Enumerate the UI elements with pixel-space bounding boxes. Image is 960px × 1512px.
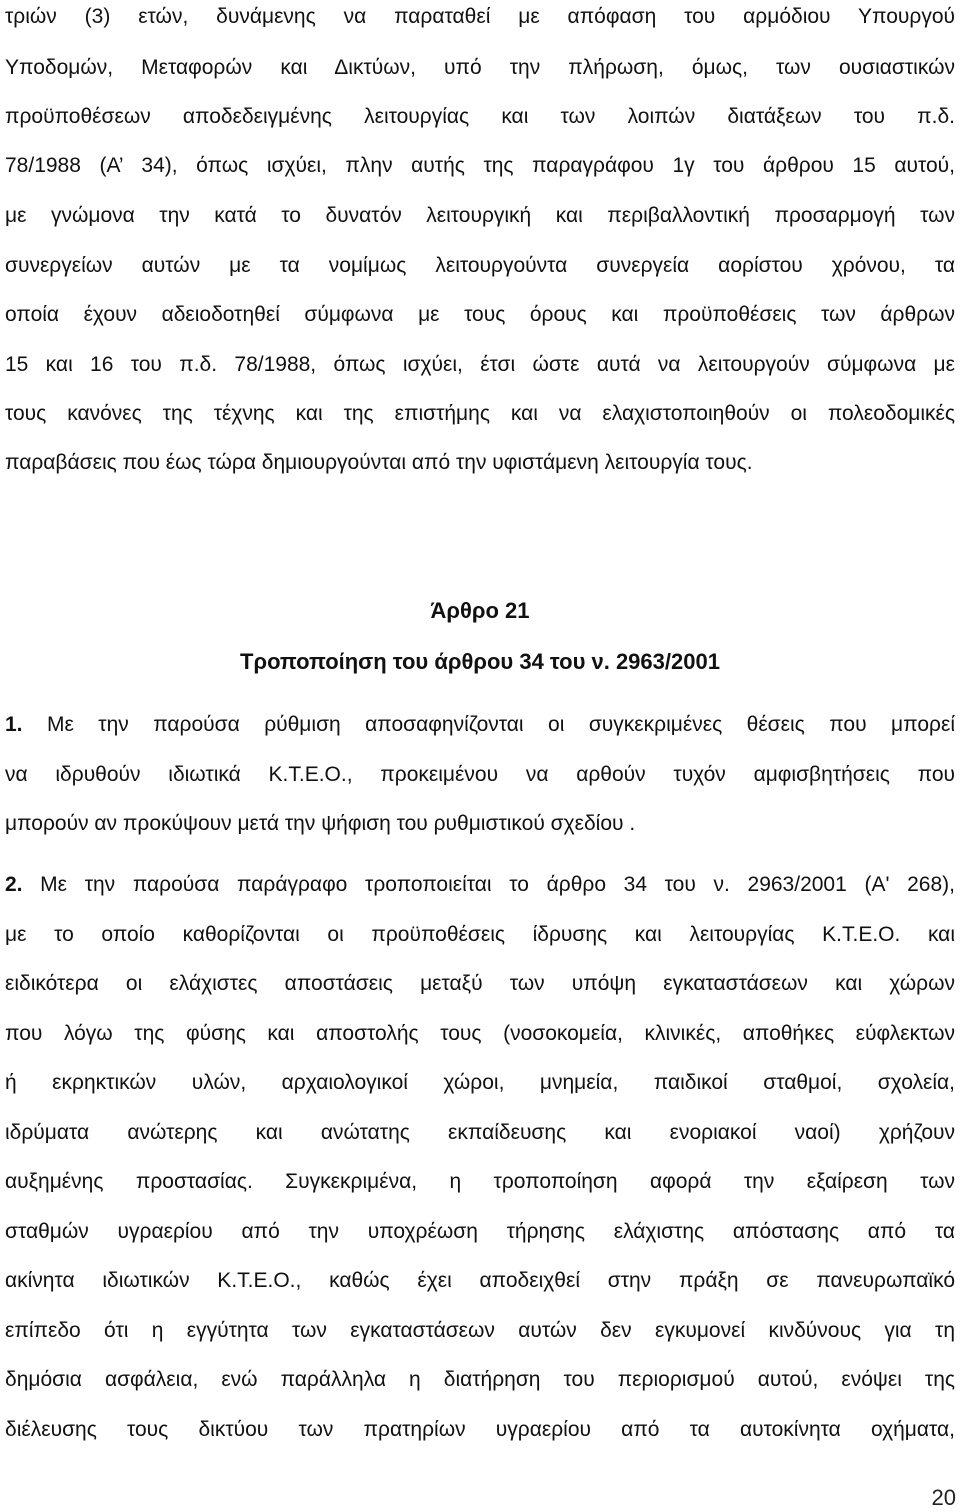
para2-line: αυξημένης προστασίας. Συγκεκριμένα, η τροποποίηση αφορά την εξαίρεση των bbox=[5, 1170, 955, 1193]
article-heading: Άρθρο 21 bbox=[430, 598, 530, 623]
intro-line: οποία έχουν αδειοδοτηθεί σύμφωνα με τους όρους και προϋποθέσεις των άρθρων bbox=[5, 303, 955, 326]
para2-line: σταθμών υγραερίου από την υποχρέωση τήρησης ελάχιστης απόστασης από τα bbox=[5, 1220, 955, 1243]
para1-line: μπορούν αν προκύψουν μετά την ψήφιση του ρυθμιστικού σχεδίου . bbox=[5, 812, 636, 835]
intro-line: Υποδομών, Μεταφορών και Δικτύων, υπό την πλήρωση, όμως, των ουσιαστικών bbox=[5, 56, 955, 79]
para2-line: διέλευσης τους δικτύου των πρατηρίων υγραερίου από τα αυτοκίνητα οχήματα, bbox=[5, 1418, 955, 1441]
para2-line: επίπεδο ότι η εγγύτητα των εγκαταστάσεων αυτών δεν εγκυμονεί κινδύνους για τη bbox=[5, 1319, 955, 1342]
para2-text: Με την παρούσα παράγραφο τροποποιείται το άρθρο 34 του ν. 2963/2001 (Α' 268), bbox=[22, 873, 955, 896]
para2-line: με το οποίο καθορίζονται οι προϋποθέσεις ίδρυσης και λειτουργίας Κ.Τ.Ε.Ο. και bbox=[5, 923, 955, 946]
para2-line: ή εκρηκτικών υλών, αρχαιολογικοί χώροι, μνημεία, παιδικοί σταθμοί, σχολεία, bbox=[5, 1071, 955, 1094]
intro-line: τους κανόνες της τέχνης και της επιστήμης και να ελαχιστοποιηθούν οι πολεοδομικές bbox=[5, 402, 955, 425]
para2-line: ιδρύματα ανώτερης και ανώτατης εκπαίδευσης και ενοριακοί ναοί) χρήζουν bbox=[5, 1121, 955, 1144]
intro-line: 15 και 16 του π.δ. 78/1988, όπως ισχύει, έτσι ώστε αυτά να λειτουργούν σύμφωνα με bbox=[5, 353, 955, 376]
para1-number: 1. bbox=[5, 713, 23, 736]
para1-line: να ιδρυθούν ιδιωτικά Κ.Τ.Ε.Ο., προκειμένου να αρθούν τυχόν αμφισβητήσεις που bbox=[5, 763, 955, 786]
intro-line: τριών (3) ετών, δυνάμενης να παραταθεί με απόφαση του αρμόδιου Υπουργού bbox=[5, 5, 955, 28]
para2-number: 2. bbox=[5, 873, 23, 896]
article-title: Τροποποίηση του άρθρου 34 του ν. 2963/2001 bbox=[240, 649, 720, 674]
para2-line: ακίνητα ιδιωτικών Κ.Τ.Ε.Ο., καθώς έχει αποδειχθεί στην πράξη σε πανευρωπαϊκό bbox=[5, 1269, 955, 1292]
intro-line: συνεργείων αυτών με τα νομίμως λειτουργούντα συνεργεία αορίστου χρόνου, τα bbox=[5, 254, 955, 277]
intro-line: προϋποθέσεων αποδεδειγμένης λειτουργίας και των λοιπών διατάξεων του π.δ. bbox=[5, 105, 955, 128]
para2-line: ειδικότερα οι ελάχιστες αποστάσεις μεταξύ των υπόψη εγκαταστάσεων και χώρων bbox=[5, 972, 955, 995]
page-number: 20 bbox=[931, 1485, 956, 1510]
para1-text: Με την παρούσα ρύθμιση αποσαφηνίζονται οι συγκεκριμένες θέσεις που μπορεί bbox=[22, 713, 955, 736]
para1-line-1 bbox=[5, 712, 955, 738]
intro-line: 78/1988 (Α’ 34), όπως ισχύει, πλην αυτής της παραγράφου 1γ του άρθρου 15 αυτού, bbox=[5, 154, 955, 177]
intro-line: με γνώμονα την κατά το δυνατόν λειτουργική και περιβαλλοντική προσαρμογή των bbox=[5, 204, 955, 227]
para2-line: δημόσια ασφάλεια, ενώ παράλληλα η διατήρηση του περιορισμού αυτού, ενόψει της bbox=[5, 1368, 955, 1391]
intro-line: παραβάσεις που έως τώρα δημιουργούνται από την υφιστάμενη λειτουργία τους. bbox=[5, 451, 753, 474]
para2-line: που λόγω της φύσης και αποστολής τους (νοσοκομεία, κλινικές, αποθήκες εύφλεκτων bbox=[5, 1022, 955, 1045]
para2-line-1 bbox=[5, 872, 955, 898]
